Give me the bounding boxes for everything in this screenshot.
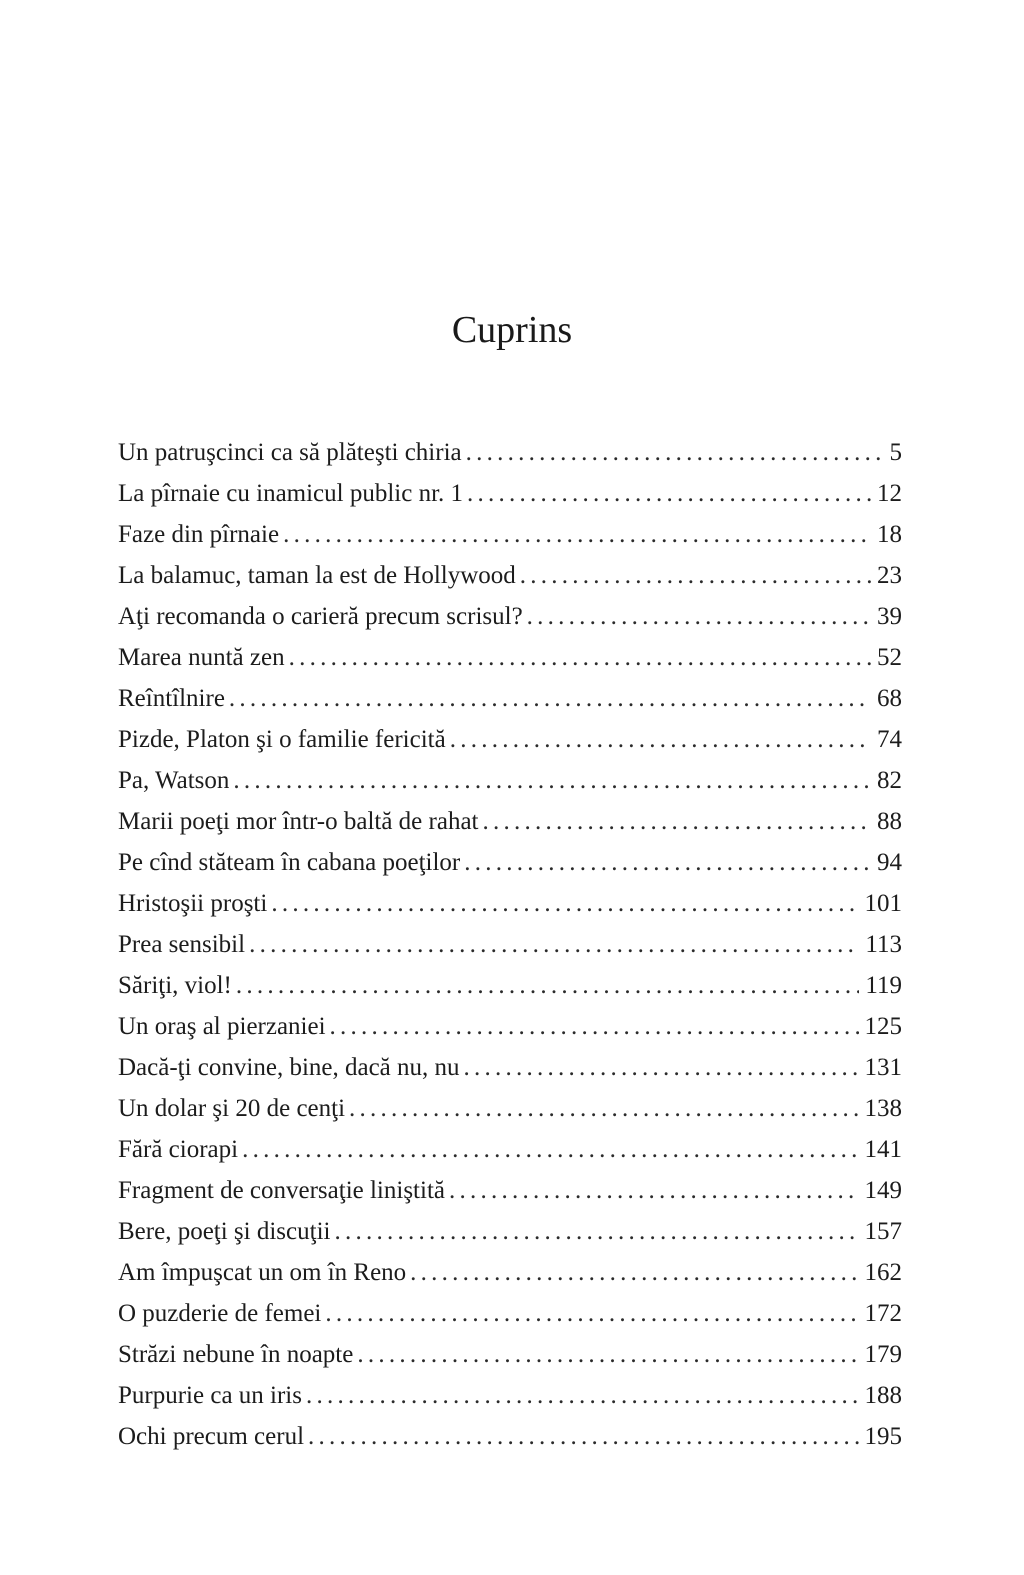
toc-entry-title: Pa, Watson: [118, 767, 230, 794]
toc-entry-page-number: 149: [864, 1177, 902, 1204]
dot-leader: [349, 1088, 858, 1129]
toc-entry-page-number: 39: [877, 603, 902, 630]
toc-entry-page-number: 52: [877, 644, 902, 671]
toc-entry-title: O puzderie de femei: [118, 1300, 322, 1327]
toc-entry-page-number: 18: [877, 521, 902, 548]
toc-entry-title: Săriţi, viol!: [118, 972, 232, 999]
toc-entry-title: Faze din pîrnaie: [118, 521, 280, 548]
toc-entry: [118, 555, 902, 596]
toc-entry-title: La pîrnaie cu inamicul public nr. 1: [118, 480, 464, 507]
dot-leader: [306, 1375, 859, 1416]
table-of-contents: [118, 432, 902, 1457]
toc-entry-title: Prea sensibil: [118, 931, 246, 958]
toc-entry: [118, 1252, 902, 1293]
toc-entry-title: Ochi precum cerul: [118, 1423, 305, 1450]
toc-entry-page-number: 179: [864, 1341, 902, 1368]
dot-leader: [249, 924, 859, 965]
toc-entry: [118, 1006, 902, 1047]
toc-entry-page-number: 172: [864, 1300, 902, 1327]
toc-entry: [118, 1088, 902, 1129]
toc-entry-page-number: 23: [877, 562, 902, 589]
dot-leader: [283, 514, 871, 555]
dot-leader: [520, 555, 871, 596]
dot-leader: [334, 1211, 858, 1252]
toc-entry: [118, 1416, 902, 1457]
toc-entry-page-number: 195: [864, 1423, 902, 1450]
dot-leader: [449, 1170, 859, 1211]
dot-leader: [308, 1416, 858, 1457]
toc-entry-page-number: 157: [864, 1218, 902, 1245]
toc-entry: [118, 719, 902, 760]
toc-entry-page-number: 188: [864, 1382, 902, 1409]
dot-leader: [325, 1293, 858, 1334]
toc-entry-title: Am împuşcat un om în Reno: [118, 1259, 407, 1286]
toc-entry: [118, 432, 902, 473]
toc-entry-title: Bere, poeţi şi discuţii: [118, 1218, 331, 1245]
dot-leader: [233, 760, 871, 801]
toc-entry-page-number: 101: [864, 890, 902, 917]
dot-leader: [410, 1252, 858, 1293]
toc-entry-page-number: 74: [877, 726, 902, 753]
toc-entry-title: Un dolar şi 20 de cenţi: [118, 1095, 346, 1122]
dot-leader: [289, 637, 871, 678]
toc-entry-page-number: 141: [864, 1136, 902, 1163]
dot-leader: [357, 1334, 858, 1375]
toc-entry-title: Aţi recomanda o carieră precum scrisul?: [118, 603, 523, 630]
toc-entry-title: Un patruşcinci ca să plăteşti chiria: [118, 439, 462, 466]
dot-leader: [330, 1006, 859, 1047]
dot-leader: [464, 1047, 859, 1088]
toc-entry: [118, 924, 902, 965]
dot-leader: [271, 883, 858, 924]
toc-entry-page-number: 162: [864, 1259, 902, 1286]
toc-entry: [118, 1293, 902, 1334]
toc-entry: [118, 637, 902, 678]
toc-entry-title: Un oraş al pierzaniei: [118, 1013, 326, 1040]
toc-entry-page-number: 125: [864, 1013, 902, 1040]
toc-entry: [118, 965, 902, 1006]
toc-entry-title: Purpurie ca un iris: [118, 1382, 302, 1409]
toc-entry: [118, 883, 902, 924]
toc-entry: [118, 1047, 902, 1088]
dot-leader: [229, 678, 871, 719]
dot-leader: [527, 596, 871, 637]
dot-leader: [242, 1129, 858, 1170]
toc-entry-page-number: 68: [877, 685, 902, 712]
toc-entry-title: Pizde, Platon şi o familie fericită: [118, 726, 446, 753]
toc-entry-page-number: 88: [877, 808, 902, 835]
dot-leader: [467, 473, 871, 514]
toc-entry: [118, 1170, 902, 1211]
toc-entry: [118, 801, 902, 842]
toc-entry-title: Hristoşii proşti: [118, 890, 268, 917]
toc-entry: [118, 1211, 902, 1252]
toc-entry: [118, 596, 902, 637]
toc-entry-title: Dacă-ţi convine, bine, dacă nu, nu: [118, 1054, 460, 1081]
toc-entry: [118, 514, 902, 555]
toc-entry-title: Marea nuntă zen: [118, 644, 285, 671]
toc-entry-page-number: 82: [877, 767, 902, 794]
page-title: Cuprins: [451, 309, 573, 351]
toc-entry: [118, 1129, 902, 1170]
toc-entry-title: Străzi nebune în noapte: [118, 1341, 354, 1368]
toc-entry-title: Marii poeţi mor într-o baltă de rahat: [118, 808, 479, 835]
toc-entry-title: Pe cînd stăteam în cabana poeţilor: [118, 849, 461, 876]
dot-leader: [483, 801, 872, 842]
toc-entry: [118, 678, 902, 719]
toc-entry-title: Reîntîlnire: [118, 685, 225, 712]
dot-leader: [450, 719, 871, 760]
toc-entry-page-number: 119: [865, 972, 902, 999]
toc-entry-page-number: 138: [864, 1095, 902, 1122]
toc-entry-title: Fără ciorapi: [118, 1136, 239, 1163]
toc-entry: [118, 760, 902, 801]
toc-entry-page-number: 5: [889, 439, 902, 466]
toc-entry-page-number: 113: [865, 931, 902, 958]
dot-leader: [466, 432, 884, 473]
toc-entry: [118, 1334, 902, 1375]
toc-entry-title: La balamuc, taman la est de Hollywood: [118, 562, 516, 589]
toc-entry: [118, 842, 902, 883]
toc-entry-page-number: 12: [877, 480, 902, 507]
toc-entry: [118, 1375, 902, 1416]
toc-entry-page-number: 94: [877, 849, 902, 876]
toc-entry: [118, 473, 902, 514]
toc-entry-page-number: 131: [864, 1054, 902, 1081]
dot-leader: [236, 965, 860, 1006]
dot-leader: [464, 842, 871, 883]
toc-entry-title: Fragment de conversaţie liniştită: [118, 1177, 445, 1204]
